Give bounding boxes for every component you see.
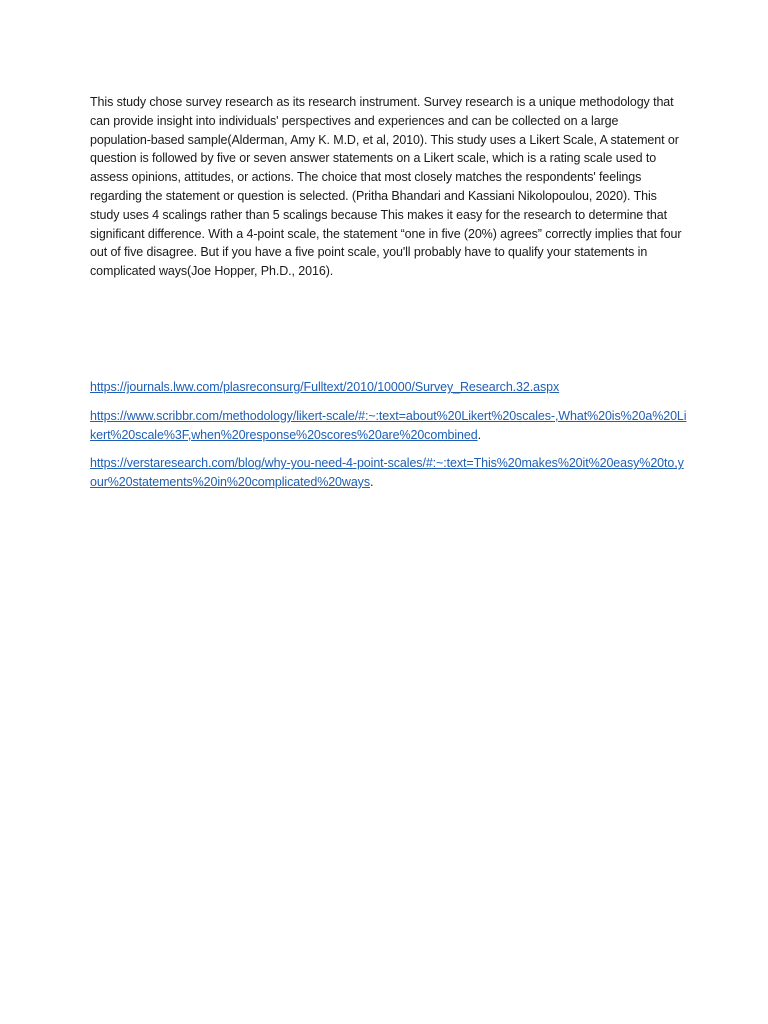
reference-item	[90, 407, 690, 445]
reference-item	[90, 378, 690, 397]
reference-item	[90, 454, 690, 492]
body-paragraph: This study chose survey research as its research instrument. Survey research is a unique methodology that can provide insight into individuals' perspectives and experiences and can be collected on a large population-based sample(Alderman, Amy K. M.D, et al, 2010). This study uses a Likert Scale, A statement or question is followed by five or seven answer statements on a Likert scale, which is a rating scale used to assess opinions, attitudes, or actions. The choice that most closely matches the respondents' feelings regarding the statement or question is selected. (Pritha Bhandari and Kassiani Nikolopoulou, 2020). This study uses 4 scalings rather than 5 scalings because This makes it easy for the research to determine that significant difference. With a 4-point scale, the statement “one in five (20%) agrees” correctly implies that four out of five disagree. But if you have a five point scale, you'll probably have to qualify your statements in complicated ways(Joe Hopper, Ph.D., 2016).	[90, 95, 682, 279]
reference-link-scribbr[interactable]: https://www.scribbr.com/methodology/likert-scale/#:~:text=about%20Likert%20scales-,What%20is%20a%20Likert%20scale%3F,when%20response%20scores%20are%20combined	[90, 408, 687, 442]
reference-list	[90, 378, 690, 502]
reference-suffix: .	[370, 475, 374, 490]
reference-link-lww[interactable]: https://journals.lww.com/plasreconsurg/Fulltext/2010/10000/Survey_Research.32.aspx	[90, 380, 560, 394]
reference-link-versta[interactable]: https://verstaresearch.com/blog/why-you-need-4-point-scales/#:~:text=This%20makes%20it%20easy%20to,your%20statements%20in%20complicated%20ways	[90, 456, 684, 490]
reference-suffix: .	[477, 427, 481, 442]
